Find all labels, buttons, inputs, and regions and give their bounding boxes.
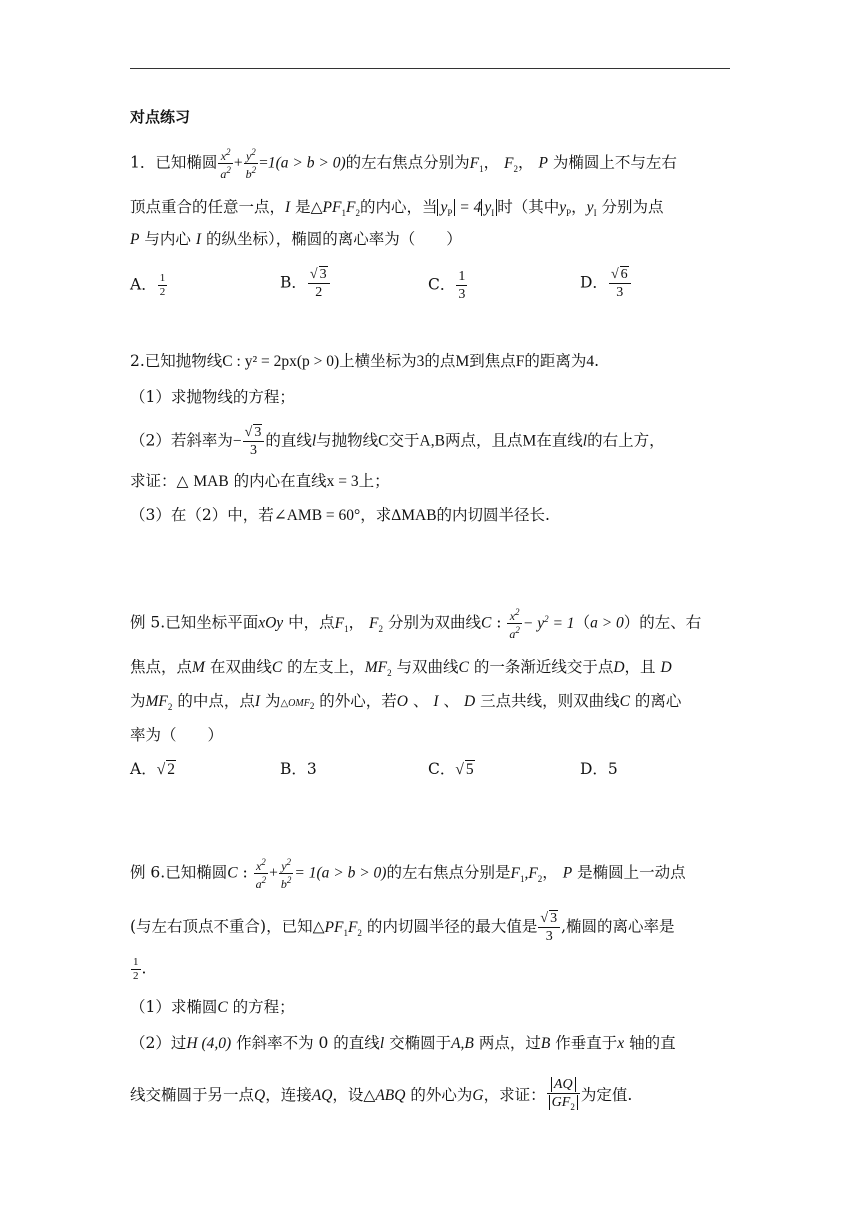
q2-part2: （2）若斜率为− $\frac{√ 3}{3}$ 的直线l与抛物线C交于A,B两点，且点M在直线l的右上方， — [130, 425, 665, 458]
ex6-part2: （2）过H (4,0) 作斜率不为 0 的直线l 交椭圆于A,B 两点，过B 作垂直于x 轴的直 — [130, 1034, 676, 1052]
q1-option-b: B． $\frac{√ 3}{2}$ — [280, 266, 331, 301]
ex6-line6: 线交椭圆于另一点Q，连接AQ，设△ABQ 的外心为G，求证： $\frac{AQ}{GF_2}$ 为定值. — [130, 1077, 633, 1112]
q1-option-d: D． $\frac{√ 6}{3}$ — [580, 266, 632, 301]
ex6-line3: $\frac{1}{2}$ . — [133, 956, 147, 982]
q1-line2: 顶点重合的任意一点，I 是$\triangle PF_1F_2$的内心，当 $y_P = 4$ $y_I$ 时（其中$y_P$，$y_I$ 分别为点 — [130, 198, 664, 219]
section-title: 对点练习 — [130, 108, 191, 126]
ex5-line3: 为$MF_2$ 的中点，点I 为△OMF2 的外心，若O 、 I 、 D 三点共线，则双曲线C 的离心 — [130, 692, 682, 713]
ex5-line4: 率为（ ） — [130, 726, 224, 744]
ex5-option-a: A．√ 2 — [130, 760, 175, 778]
q2-line4: 求证：△ MAB 的内心在直线x = 3上； — [130, 472, 390, 490]
ex6-line1: 例 6.已知椭圆C : $\frac{x^2}{a^2}$ + $\frac{y^2}{b^2}$ = 1(a > b > 0)的左右焦点分别是$F_1,F_2$， P 是椭圆上一动点 — [130, 857, 686, 891]
ex5-option-c: C．√ 5 — [428, 760, 474, 778]
ex5-line2: 焦点，点M 在双曲线C 的左支上，$MF_2$ 与双曲线C 的一条渐近线交于点D，且 D — [130, 658, 672, 679]
header-rule — [130, 68, 730, 69]
ex6-part1: （1）求椭圆C 的方程； — [130, 998, 295, 1016]
ex5-line1: 例 5.已知坐标平面xOy 中，点$F_1$， $F_2$ 分别为双曲线C : $\frac{x^2}{a^2}$ − $y^2 = 1(a > 0)$的左、右 — [130, 607, 702, 641]
ex6-line2: (与左右顶点不重合)，已知$\triangle PF_1F_2$ 的内切圆半径的最大值是 $\frac{√ 3}{3}$ ,椭圆的离心率是 — [130, 911, 675, 944]
ex5-option-b: B．3 — [280, 760, 317, 778]
q2-part1: （1）求抛物线的方程； — [130, 388, 295, 406]
q1-line1: 1．已知椭圆 $\frac{x^2}{a^2}$ + $\frac{y^2}{b^2}$ =1(a > b > 0)的左右焦点分别为$F_1$， $F_2$， P 为椭圆上不与左右 — [130, 147, 677, 181]
q2-part3: （3）在（2）中，若∠AMB = 60°，求ΔMAB的内切圆半径长. — [130, 506, 550, 524]
q1-option-c: C． $\frac{1}{3}$ — [428, 269, 466, 302]
q1-option-a: A． $\frac{1}{2}$ — [130, 272, 166, 298]
q2-line1: 2.已知抛物线C : y² = 2px(p > 0)上横坐标为3的点M到焦点F的距离为4. — [130, 352, 600, 370]
q1-line3: P 与内心 I 的纵坐标），椭圆的离心率为（ ） — [130, 230, 462, 248]
ex5-option-d: D．5 — [580, 760, 618, 778]
